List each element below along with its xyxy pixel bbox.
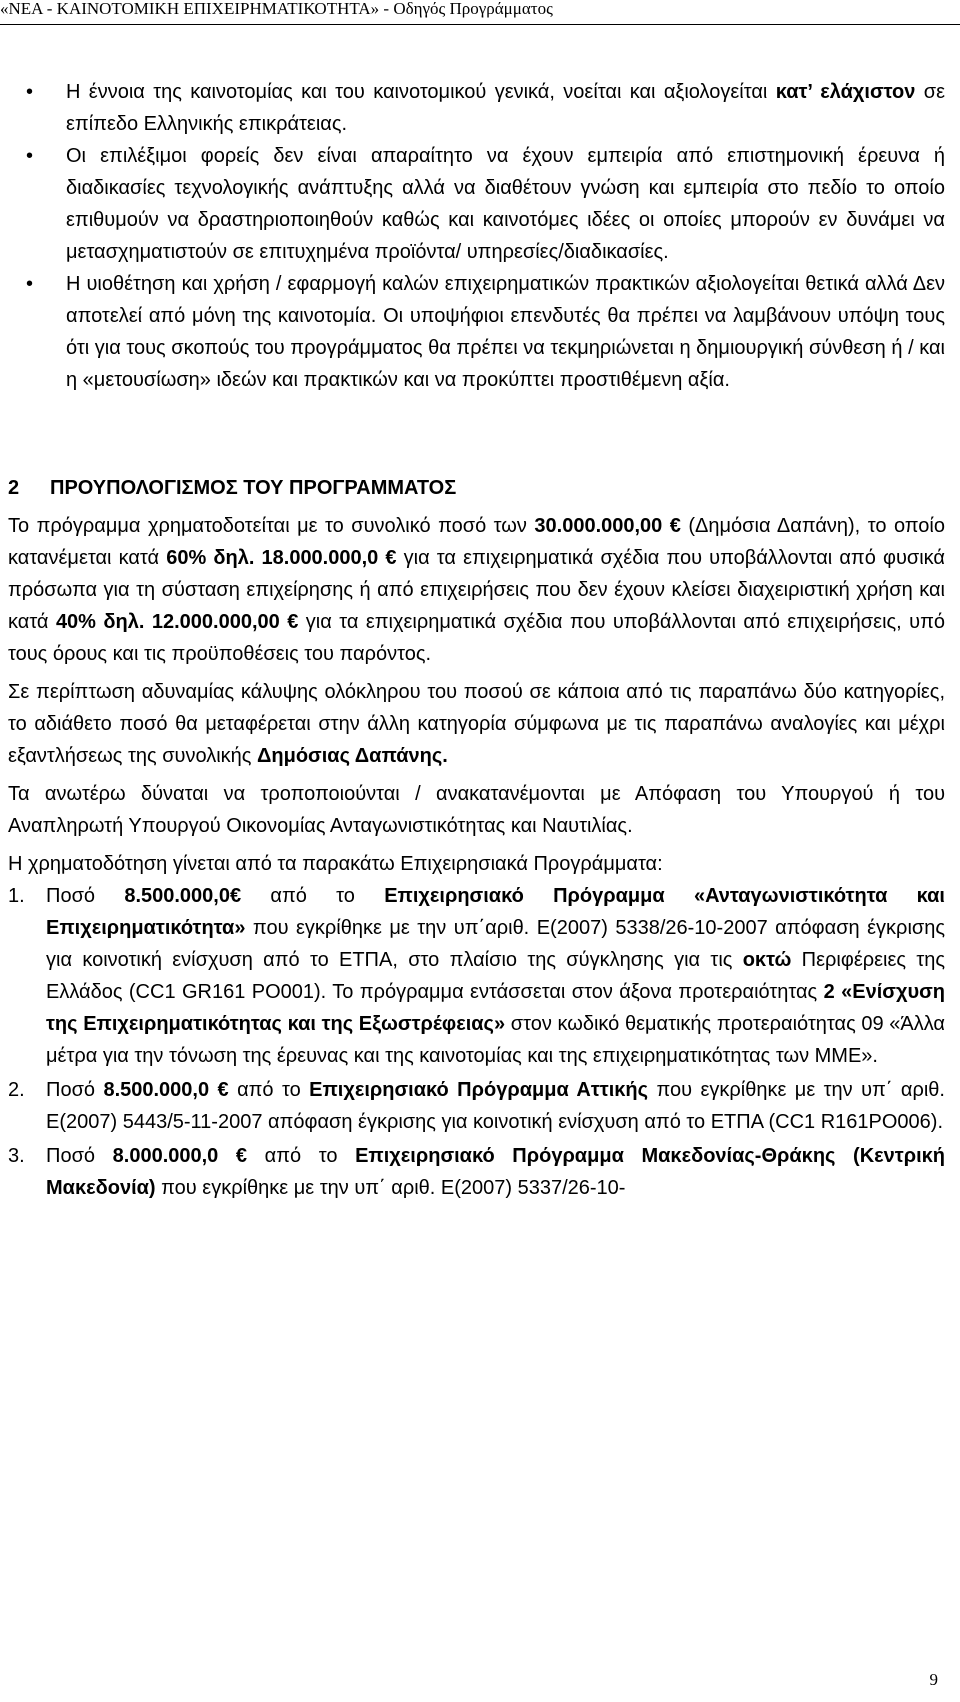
paragraph-text: για τα επιχειρηματικά σχέδια που υποβάλλονται από επιχειρήσεις, υπό τους όρους και τις προϋποθέσεις του παρόντος.: [8, 611, 946, 665]
section-title: ΠΡΟΥΠΟΛΟΓΙΣΜΟΣ ΤΟΥ ΠΡΟΓΡΑΜΜΑΤΟΣ: [50, 477, 457, 499]
program-amount: 8.500.000,0 €: [103, 1079, 229, 1101]
modification-paragraph: Τα ανωτέρω δύναται να τροποποιούνται / ανακατανέμονται με Απόφαση του Υπουργού ή του Αναπληρωτή Υπουργού Οικονομίας Ανταγωνιστικότητας και Ναυτιλίας.: [8, 783, 945, 837]
program-name: Επιχειρησιακό Πρόγραμμα Αττικής: [309, 1079, 649, 1101]
section-heading-budget: [8, 472, 945, 504]
program-item: [8, 1074, 945, 1138]
program-number: 2.: [8, 1079, 25, 1101]
program-number: 1.: [8, 885, 25, 907]
program-text: από το: [228, 1079, 310, 1101]
bullet-text: Η υιοθέτηση και χρήση / εφαρμογή καλών επιχειρηματικών πρακτικών αξιολογείται θετικά αλλά Δεν αποτελεί από μόνη της καινοτομία. Οι υποψήφιοι επενδυτές θα πρέπει να λαμβάνουν υπόψη τους ότι για τους σκοπούς του προγράμματος θα πρέπει να τεκμηριώνεται η δημιουργική σύνθεση ή / και η «μετουσίωση» ιδεών και πρακτικών και να προκύπτει προστιθέμενη αξία.: [66, 273, 945, 391]
paragraph-emphasis: Δημόσιας Δαπάνης.: [257, 745, 448, 767]
paragraph-text: (Δημόσια Δαπάνη), το οποίο κατανέμεται κατά: [8, 515, 945, 569]
program-item: [8, 880, 945, 1072]
paragraph-text: Σε περίπτωση αδυναμίας κάλυψης ολόκληρου του ποσού σε κάποια από τις παραπάνω δύο κατηγορίες, το αδιάθετο ποσό θα μεταφέρεται στην άλλη κατηγορία σύμφωνα με τις παραπάνω αναλογίες και μέχρι εξαντλήσεως της συνολικής: [8, 681, 945, 767]
program-name: Επιχειρησιακό Πρόγραμμα «Ανταγωνιστικότητα και Επιχειρηματικότητα»: [46, 885, 945, 939]
budget-paragraph: [8, 510, 945, 670]
funding-intro: Η χρηματοδότηση γίνεται από τα παρακάτω Επιχειρησιακά Προγράμματα:: [8, 853, 663, 875]
share-enterprises: 40% δηλ. 12.000.000,00 €: [55, 611, 299, 633]
bullet-text: Οι επιλέξιμοι φορείς δεν είναι απαραίτητο να έχουν εμπειρία από επιστημονική έρευνα ή διαδικασίες τεχνολογικής ανάπτυξης αλλά να διαθέτουν γνώση και εμπειρία στο πεδίο το οποίο επιθυμούν να δραστηριοποιηθούν καθώς και καινοτόμες ιδέες οι οποίες μπορούν εν δυνάμει να μετασχηματιστούν σε επιτυχημένα προϊόντα/ υπηρεσίες/διαδικασίες.: [66, 145, 945, 263]
running-header: [0, 0, 960, 25]
bullet-item-good-practices: [8, 268, 945, 396]
running-header-title: «ΝΕΑ - ΚΑΙΝΟΤΟΜΙΚΗ ΕΠΙΧΕΙΡΗΜΑΤΙΚΟΤΗΤΑ» - Οδηγός Προγράμματος: [0, 0, 553, 18]
paragraph-text: για τα επιχειρηματικά σχέδια που υποβάλλονται από φυσικά πρόσωπα για τη σύσταση επιχείρησης ή από επιχειρήσεις που δεν έχουν κλείσει διαχειριστική χρήση και κατά: [8, 547, 945, 633]
program-name: Επιχειρησιακό Πρόγραμμα Μακεδονίας-Θράκης (Κεντρική Μακεδονία): [46, 1145, 945, 1199]
criteria-bullet-list: [8, 76, 945, 396]
bullet-emphasis: κατ’ ελάχιστον: [775, 81, 916, 103]
program-text: που εγκρίθηκε με την υπ΄αριθ. Ε(2007) 5338/26-10-2007 απόφαση έγκρισης για κοινοτική ενίσχυση από το ΕΤΠΑ, στο πλαίσιο της σύγκλησης για τις: [46, 917, 945, 971]
bullet-text: σε επίπεδο Ελληνικής επικράτειας.: [66, 81, 945, 135]
document-body: [8, 76, 945, 1206]
program-number: 3.: [8, 1145, 25, 1167]
program-text: που εγκρίθηκε με την υπ΄ αριθ. Ε(2007) 5443/5-11-2007 απόφαση έγκρισης για κοινοτική ενίσχυση από το ΕΤΠΑ (CC1 R161PO006).: [46, 1079, 945, 1133]
program-text: Περιφέρειες της Ελλάδος (CC1 GR161 PO001). Το πρόγραμμα εντάσσεται στον άξονα προτεραιότητας: [46, 949, 945, 1003]
transfer-paragraph: [8, 676, 945, 772]
page-number: 9: [929, 1670, 938, 1689]
program-text: Ποσό: [46, 1079, 104, 1101]
program-text: Ποσό: [46, 885, 125, 907]
program-amount: 8.000.000,0 €: [112, 1145, 248, 1167]
bullet-text: Η έννοια της καινοτομίας και του καινοτομικού γενικά, νοείται και αξιολογείται: [66, 81, 776, 103]
share-natural-persons: 60% δηλ. 18.000.000,0 €: [166, 547, 397, 569]
program-text: από το: [247, 1145, 356, 1167]
section-number: 2: [8, 477, 20, 499]
total-amount: 30.000.000,00 €: [534, 515, 681, 537]
program-text: στον κωδικό θεματικής προτεραιότητας 09 «Άλλα μέτρα για την τόνωση της έρευνας και της καινοτομίας και της επιχειρηματικότητας των ΜΜΕ».: [46, 1013, 945, 1067]
program-text: Ποσό: [46, 1145, 113, 1167]
paragraph-text: Το πρόγραμμα χρηματοδοτείται με το συνολικό ποσό των: [8, 515, 535, 537]
program-amount: 8.500.000,0€: [124, 885, 242, 907]
bullet-item-eligible-bodies: [8, 140, 945, 268]
program-item: [8, 1140, 945, 1204]
program-text: που εγκρίθηκε με την υπ΄ αριθ. Ε(2007) 5337/26-10-: [155, 1177, 626, 1199]
operational-programs-list: [8, 880, 945, 1204]
program-emphasis: οκτώ: [742, 949, 792, 971]
program-text: από το: [241, 885, 385, 907]
program-axis: 2 «Ενίσχυση της Επιχειρηματικότητας και της Εξωστρέφειας»: [46, 981, 945, 1035]
bullet-item-innovation-scope: [8, 76, 945, 140]
